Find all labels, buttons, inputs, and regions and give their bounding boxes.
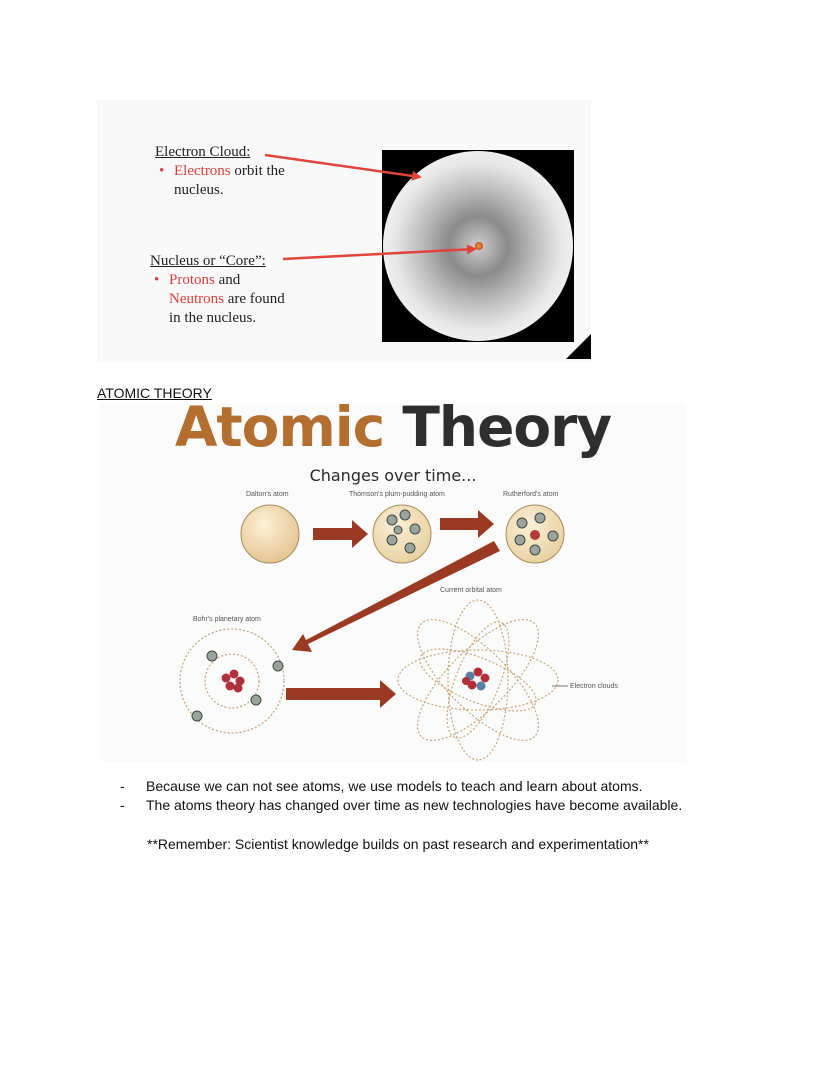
rutherford-label: Rutherford's atom — [503, 491, 559, 498]
arrow-bohr-current — [286, 680, 396, 708]
arrow-thomson-rutherford — [440, 510, 494, 538]
bohr-nucleus — [222, 670, 245, 693]
orbital-clouds — [398, 600, 558, 760]
rutherford-nucleus — [530, 530, 540, 540]
bullet-text: The atoms theory has changed over time as new technologies have become available. — [146, 797, 683, 813]
dalton-label: Dalton's atom — [246, 491, 289, 498]
nucleus-heading: Nucleus or “Core”: — [150, 253, 266, 269]
bullet-marker: - — [120, 778, 125, 794]
electron-cloud-bullet: • Electrons orbit the nucleus. — [155, 162, 285, 200]
bohr-label: Bohr's planetary atom — [193, 616, 261, 623]
dalton-atom — [241, 505, 299, 563]
bullet-item-2 — [120, 796, 682, 815]
bullet-item-1 — [120, 777, 682, 796]
section-title: ATOMIC THEORY — [97, 385, 212, 401]
bullet-marker: - — [120, 797, 125, 813]
orbital-nucleus — [462, 668, 490, 691]
current-label: Current orbital atom — [440, 587, 502, 594]
electron-clouds-label: Electron clouds — [570, 683, 618, 690]
bullet-list — [120, 777, 682, 815]
atomic-theory-subtitle: Changes over time... — [309, 466, 477, 485]
remember-note: **Remember: Scientist knowledge builds on past research and experimentation** — [147, 836, 649, 852]
nucleus-bullet: • Protons and Neutrons are found in the nucleus. — [150, 271, 285, 328]
thomson-label: Thomson's plum-pudding atom — [349, 491, 445, 498]
electron-cloud-heading: Electron Cloud: — [155, 144, 251, 160]
bullet-text: Because we can not see atoms, we use models to teach and learn about atoms. — [146, 778, 643, 794]
arrow-dalton-thomson — [313, 520, 368, 548]
atomic-theory-title: Atomic Theory — [174, 395, 612, 459]
